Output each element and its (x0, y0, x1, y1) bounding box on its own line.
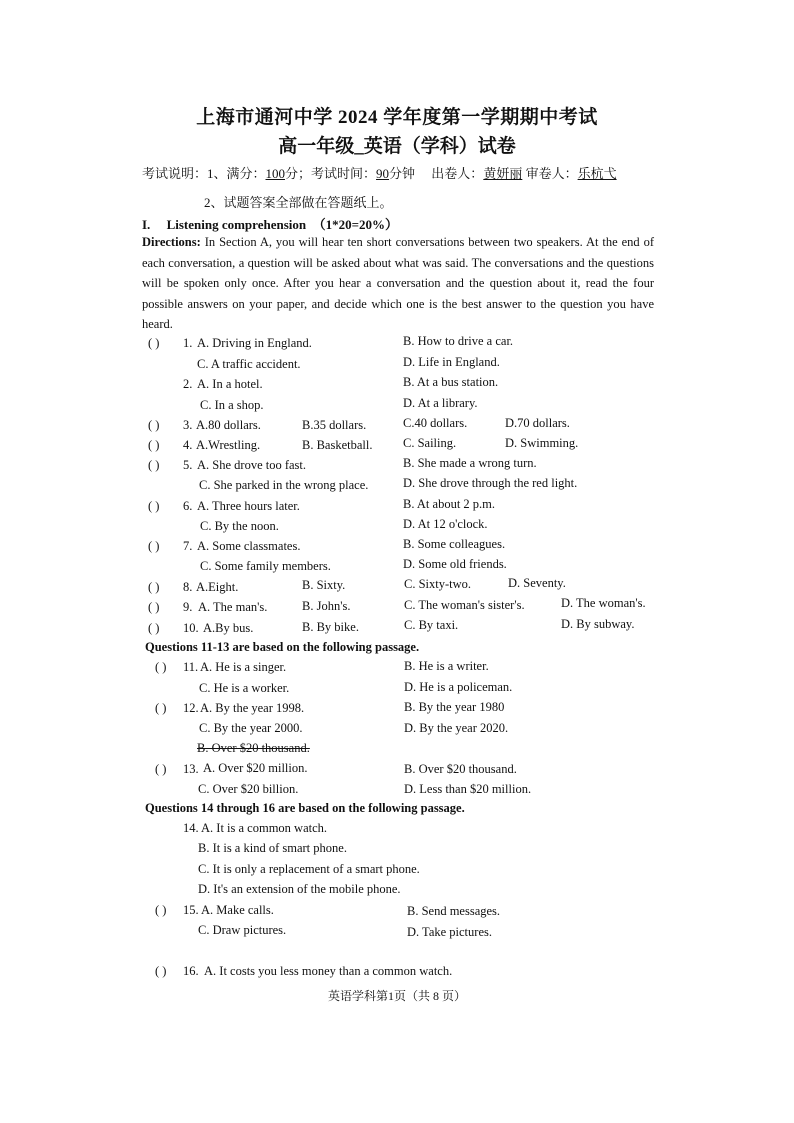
option-a: A.Eight. (196, 580, 239, 594)
question-number: 7. (183, 539, 193, 553)
option-d: D. By the year 2020. (404, 721, 509, 735)
option-b: B. At about 2 p.m. (403, 497, 496, 511)
question-number: 12. (183, 701, 199, 715)
option-a: A. By the year 1998. (200, 701, 305, 715)
option-a: A. Over $20 million. (203, 761, 308, 775)
option-a: A.By bus. (203, 621, 254, 635)
option-c: C. Some family members. (200, 559, 331, 573)
section-heading: I. Listening comprehension （1*20=20%） (142, 217, 399, 232)
option-c: C. By the year 2000. (199, 721, 303, 735)
question-number: 15. (183, 903, 199, 917)
option-b: B. It is a kind of smart phone. (198, 841, 347, 855)
option-b: B.35 dollars. (302, 418, 367, 432)
answer-blank: ( ) (148, 580, 160, 594)
option-d: D. The woman's. (561, 596, 646, 610)
option-c: C. It is only a replacement of a smart phone. (198, 862, 420, 876)
option-a: A.80 dollars. (196, 418, 261, 432)
answer-blank: ( ) (148, 600, 160, 614)
option-a: A. Some classmates. (197, 539, 301, 553)
option-d: D. It's an extension of the mobile phone. (198, 882, 401, 896)
option-d: D. At 12 o'clock. (403, 517, 488, 531)
question-number: 5. (183, 458, 193, 472)
directions: Directions: In Section A, you will hear ten short conversations between two speakers. At the end of each conversation, a question will be asked about what was said. The conversations and the questions will be spoken only once. After you hear a conversation and the question about it, read the four possible answers on your paper, and decide which one is the best answer to the question you have heard. (142, 235, 654, 331)
passage-heading: Questions 11-13 are based on the following passage. (145, 640, 420, 654)
option-c: C. He is a worker. (199, 681, 290, 695)
question-number: 16. (183, 964, 199, 978)
option-c: C. A traffic accident. (197, 357, 301, 371)
option-b: B. Send messages. (407, 904, 501, 918)
option-b: B. John's. (302, 599, 351, 613)
option-d: D.70 dollars. (505, 416, 570, 430)
answer-blank: ( ) (148, 499, 160, 513)
option-b: B. Sixty. (302, 578, 346, 592)
option-b: B. By bike. (302, 620, 359, 634)
option-c: C. She parked in the wrong place. (199, 478, 369, 492)
option-b: B. Some colleagues. (403, 537, 506, 551)
option-d: D. Life in England. (403, 355, 500, 369)
option-b: B. Basketball. (302, 438, 373, 452)
page-footer: 英语学科第1页（共 8 页） (327, 989, 466, 1003)
option-a: A. Driving in England. (197, 336, 312, 350)
question-number: 8. (183, 580, 193, 594)
option-c: C. In a shop. (200, 398, 264, 412)
answer-blank: ( ) (155, 762, 167, 776)
option-a: A. In a hotel. (197, 377, 263, 391)
question-number: 3. (183, 418, 193, 432)
question-number: 4. (183, 438, 193, 452)
option-d: D. At a library. (403, 396, 478, 410)
option-c: C. Sailing. (403, 436, 457, 450)
question-number: 11. (183, 660, 199, 674)
question-number: 13. (183, 762, 199, 776)
option-a: A. She drove too fast. (197, 458, 307, 472)
option-a: A. Three hours later. (197, 499, 300, 513)
exam-title: 上海市通河中学 2024 学年度第一学期期中考试 (196, 107, 598, 128)
option-a: A. Make calls. (201, 903, 274, 917)
exam-subtitle: 高一年级_英语（学科）试卷 (278, 136, 516, 157)
option-a: A. The man's. (198, 600, 268, 614)
option-a: A. It costs you less money than a common watch. (204, 964, 453, 978)
option-d: D. He is a policeman. (404, 680, 513, 694)
option-c: C. Draw pictures. (198, 923, 287, 937)
answer-blank: ( ) (148, 336, 160, 350)
question-number: 2. (183, 377, 193, 391)
option-b: B. How to drive a car. (403, 334, 514, 348)
option-b: B. Over $20 thousand. (404, 762, 517, 776)
option-c: C.40 dollars. (403, 416, 468, 430)
question-number: 10. (183, 621, 199, 635)
option-b: B. She made a wrong turn. (403, 456, 537, 470)
answer-blank: ( ) (155, 903, 167, 917)
option-d: D. Take pictures. (407, 925, 492, 939)
option-d: D. Seventy. (508, 576, 566, 590)
passage-heading: Questions 14 through 16 are based on the following passage. (145, 801, 465, 815)
option-d: D. Swimming. (505, 436, 579, 450)
option-c: C. By the noon. (200, 519, 279, 533)
answer-blank: ( ) (155, 701, 167, 715)
option-c: C. The woman's sister's. (404, 598, 525, 612)
option-a: A. He is a singer. (200, 660, 287, 674)
option-c: C. Sixty-two. (404, 577, 472, 591)
option-b: B. By the year 1980 (404, 700, 505, 714)
question-number: 9. (183, 600, 193, 614)
exam-note: 2、试题答案全部做在答题纸上。 (204, 195, 393, 210)
option-b: B. At a bus station. (403, 375, 499, 389)
answer-blank: ( ) (148, 539, 160, 553)
answer-blank: ( ) (148, 438, 160, 452)
option-d: D. Less than $20 million. (404, 782, 532, 796)
answer-blank: ( ) (155, 660, 167, 674)
option-c: C. By taxi. (404, 618, 459, 632)
option-d: D. She drove through the red light. (403, 476, 578, 490)
answer-blank: ( ) (148, 621, 160, 635)
answer-blank: ( ) (148, 458, 160, 472)
option-d: D. Some old friends. (403, 557, 507, 571)
question-number: 6. (183, 499, 193, 513)
question-number: 1. (183, 336, 193, 350)
option-a: A. It is a common watch. (201, 821, 328, 835)
option-c: C. Over $20 billion. (198, 782, 299, 796)
struck-option: B. Over $20 thousand. (197, 741, 310, 755)
answer-blank: ( ) (155, 964, 167, 978)
option-d: D. By subway. (561, 617, 635, 631)
option-a: A.Wrestling. (196, 438, 261, 452)
answer-blank: ( ) (148, 418, 160, 432)
exam-info-line: 考试说明：1、满分：100分；考试时间：90分钟 出卷人：黄妍丽 审卷人：乐杭弋 (142, 166, 617, 181)
option-b: B. He is a writer. (404, 659, 489, 673)
question-number: 14. (183, 821, 199, 835)
